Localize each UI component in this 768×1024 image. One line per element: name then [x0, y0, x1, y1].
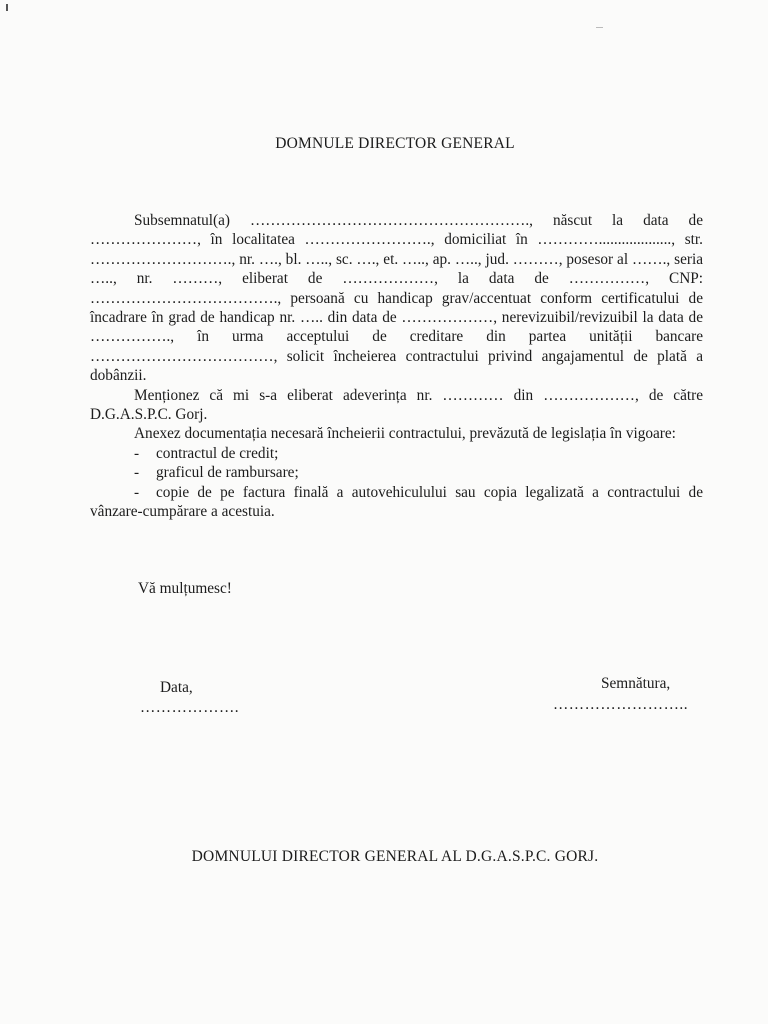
list-item-text: copie de pe factura finală a autovehiculului sau copia legalizată a contractului de vânzare-cumpărare a acestuia. — [90, 483, 703, 521]
list-dash: - — [134, 444, 140, 462]
list-dash: - — [134, 464, 140, 482]
list-item-text: graficul de rambursare; — [156, 464, 299, 482]
list-item — [90, 463, 703, 482]
closing-thanks: Vă mulțumesc! — [138, 580, 232, 597]
list-dash: - — [134, 483, 140, 501]
request-paragraph: Subsemnatul(a) ………………………………………………., născut la data de …………………, în localitatea ……………………., domiciliat în …………..................., str. ………………………., nr. …., bl. ….., sc. …., et. ….., ap. ….., jud. ………, posesor al ……., seria ….., nr. ………, eliberat de ………………, la data de ……………, CNP: ………………………………., persoană cu handicap grav/accentuat conform certificatului de încadrare în grad de handicap nr. ….. din data de ………………, nerevizuibil/revizuibil la data de ……………., în urma acceptului de creditare din partea unității bancare ………………………………, solicit încheierea contractului privind angajamentul de plată a dobânzii. — [90, 212, 703, 385]
signature-field: …………………….. — [553, 696, 689, 713]
scan-speck — [596, 27, 603, 28]
annex-paragraph: Anexez documentația necesară încheierii contractului, prevăzută de legislația în vigoare: — [134, 425, 676, 443]
list-item — [90, 444, 703, 463]
document-body — [90, 211, 703, 522]
list-item-text: contractul de credit; — [156, 444, 279, 462]
addressee-footer: DOMNULUI DIRECTOR GENERAL AL D.G.A.S.P.C. GORJ. — [191, 848, 599, 865]
annex-list — [90, 444, 703, 483]
signature-label: Semnătura, — [601, 675, 671, 692]
document-title: DOMNULE DIRECTOR GENERAL — [275, 135, 515, 152]
scan-mark — [6, 4, 8, 11]
date-field: ………………. — [140, 699, 240, 716]
date-label: Data, — [160, 679, 193, 696]
list-item-long — [90, 483, 703, 522]
certificate-paragraph: Menționez că mi s-a eliberat adeverința nr. ………… din ………………, de către D.G.A.S.P.C. Gorj. — [90, 386, 703, 424]
